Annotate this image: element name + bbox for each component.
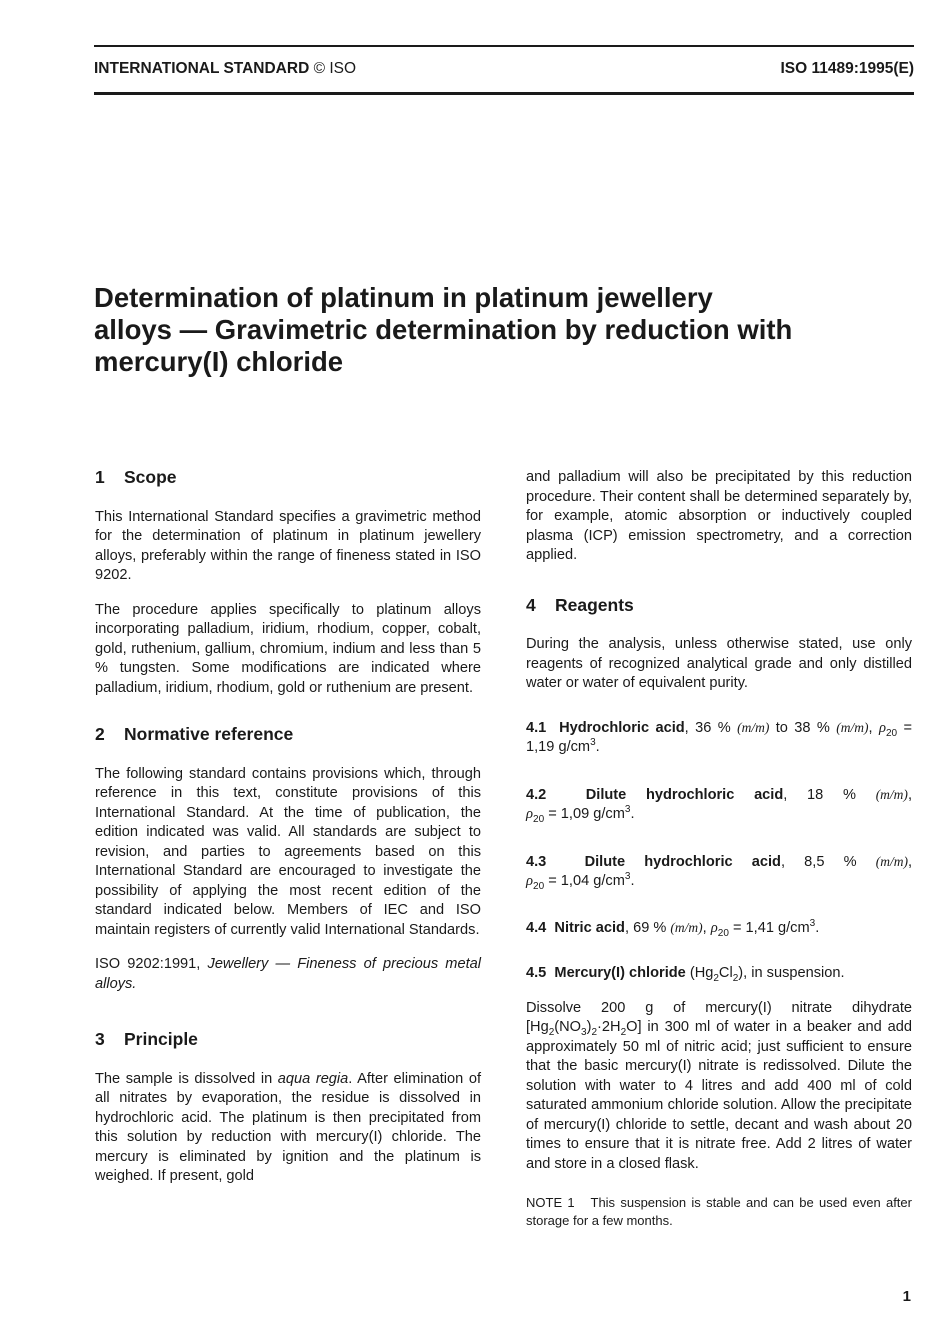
principle-paragraph: The sample is dissolved in aqua regia. After elimination of all nitrates by evaporation, the residue is dissolved in hydrochloric acid. The platinum is then precipitated from this solution by reduction with mercury(I) chloride. The mercury is eliminated by ignition and the platinum is weighed. If present, gold: [95, 1070, 482, 1184]
title-line-1: Determination of platinum in platinum jewellery: [94, 282, 713, 313]
note-1: NOTE 1 This suspension is stable and can be used even after storage for a few months.: [526, 1195, 912, 1228]
reagent-4-5: 4.5 Mercury(I) chloride $(Hg_2Cl_2)$, in suspension.: [526, 965, 845, 984]
page-number: 1: [902, 1288, 911, 1305]
reagent-4-4: 4.4 Nitric acid, 69 % (m/m), $\rho_{20} = 1,41$ $g/cm^3$.: [526, 917, 820, 939]
header-top-rule: [94, 45, 914, 47]
section-2-heading: 2 Normative reference: [95, 724, 294, 744]
reagent-4-2: 4.2 Dilute hydrochloric acid, 18 % (m/m),: [526, 786, 912, 803]
header-left: [94, 60, 356, 78]
mercury-chloride-preparation: Dissolve 200 g of mercury(I) nitrate dihydrate $[Hg_2(NO_3)_2\cdot 2H_2O]$ in 300 ml of water in a beaker and add approximately 50 ml of nitric acid; just sufficient to ensure that the basic mercury(I) nitrate is redissolved. Dilute the solution with water to 4 litres and add 400 ml of cold saturated ammonium chloride solution. Allow the precipitate of mercury(I) chloride to settle, decant and wash about 20 times to ensure that it is nitrate free. Add 2 litres of water and store in a closed flask.: [526, 999, 912, 1172]
reagent-4-1: 4.1 Hydrochloric acid, 36 % (m/m) to 38 % (m/m), $\rho_{20} = 1,19$ $g/cm^3$.: [526, 719, 913, 755]
document-title: [94, 282, 894, 378]
header-document-number: ISO 11489:1995(E): [780, 60, 914, 77]
scope-paragraph-2: The procedure applies specifically to platinum alloys incorporating palladium, iridium, rhodium, copper, cobalt, gold, ruthenium, gallium, chromium, indium and less than 5 % tungsten. Some modifications are indicated where palladium, iridium, rhodium, gold or ruthenium are present.: [95, 601, 481, 696]
section-1-heading: 1 Scope: [95, 467, 177, 487]
scope-paragraph-1: This International Standard specifies a gravimetric method for the determination of platinum in platinum jewellery alloys, preferably within the range of fineness stated in ISO 9202.: [95, 508, 481, 583]
right-column: [526, 468, 912, 1229]
left-column: [95, 468, 481, 1187]
reagent-4-3: 4.3 Dilute hydrochloric acid, 8,5 % (m/m),: [526, 853, 913, 870]
header-copyright: © ISO: [313, 60, 357, 77]
reagent-4-3-density: $\rho_{20} = 1,04$ $g/cm^3$.: [526, 871, 635, 892]
reagent-4-2-density: $\rho_{20} = 1,09$ $g/cm^3$.: [526, 804, 635, 825]
header-bottom-rule: [94, 92, 914, 95]
title-line-2: alloys — Gravimetric determination by reduction with: [94, 314, 793, 345]
header-standard-label: INTERNATIONAL STANDARD: [94, 60, 310, 77]
section-3-heading: 3 Principle: [95, 1029, 198, 1049]
reagents-intro: During the analysis, unless otherwise stated, use only reagents of recognized analytical grade and only distilled water or water of equivalent purity.: [526, 636, 912, 691]
title-line-3: mercury(I) chloride: [94, 346, 344, 377]
reference-iso-9202: ISO 9202:1991, Jewellery — Fineness of precious metal alloys.: [95, 956, 481, 992]
section-4-heading: 4 Reagents: [526, 594, 634, 615]
principle-paragraph-continued: and palladium will also be precipitated by this reduction procedure. Their content shall be determined separately by, for example, atomic absorption or inductively coupled plasma (ICP) emission spectrometry, and a correction applied.: [526, 469, 912, 563]
normative-reference-paragraph: The following standard contains provisions which, through reference in this text, constitute provisions of this International Standard. At the time of publication, the edition indicated was valid. All standards are subject to revision, and parties to agreements based on this International Standard are encouraged to investigate the possibility of applying the most recent edition of the standard indicated below. Members of IEC and ISO maintain registers of currently valid International Standards.: [95, 765, 481, 938]
